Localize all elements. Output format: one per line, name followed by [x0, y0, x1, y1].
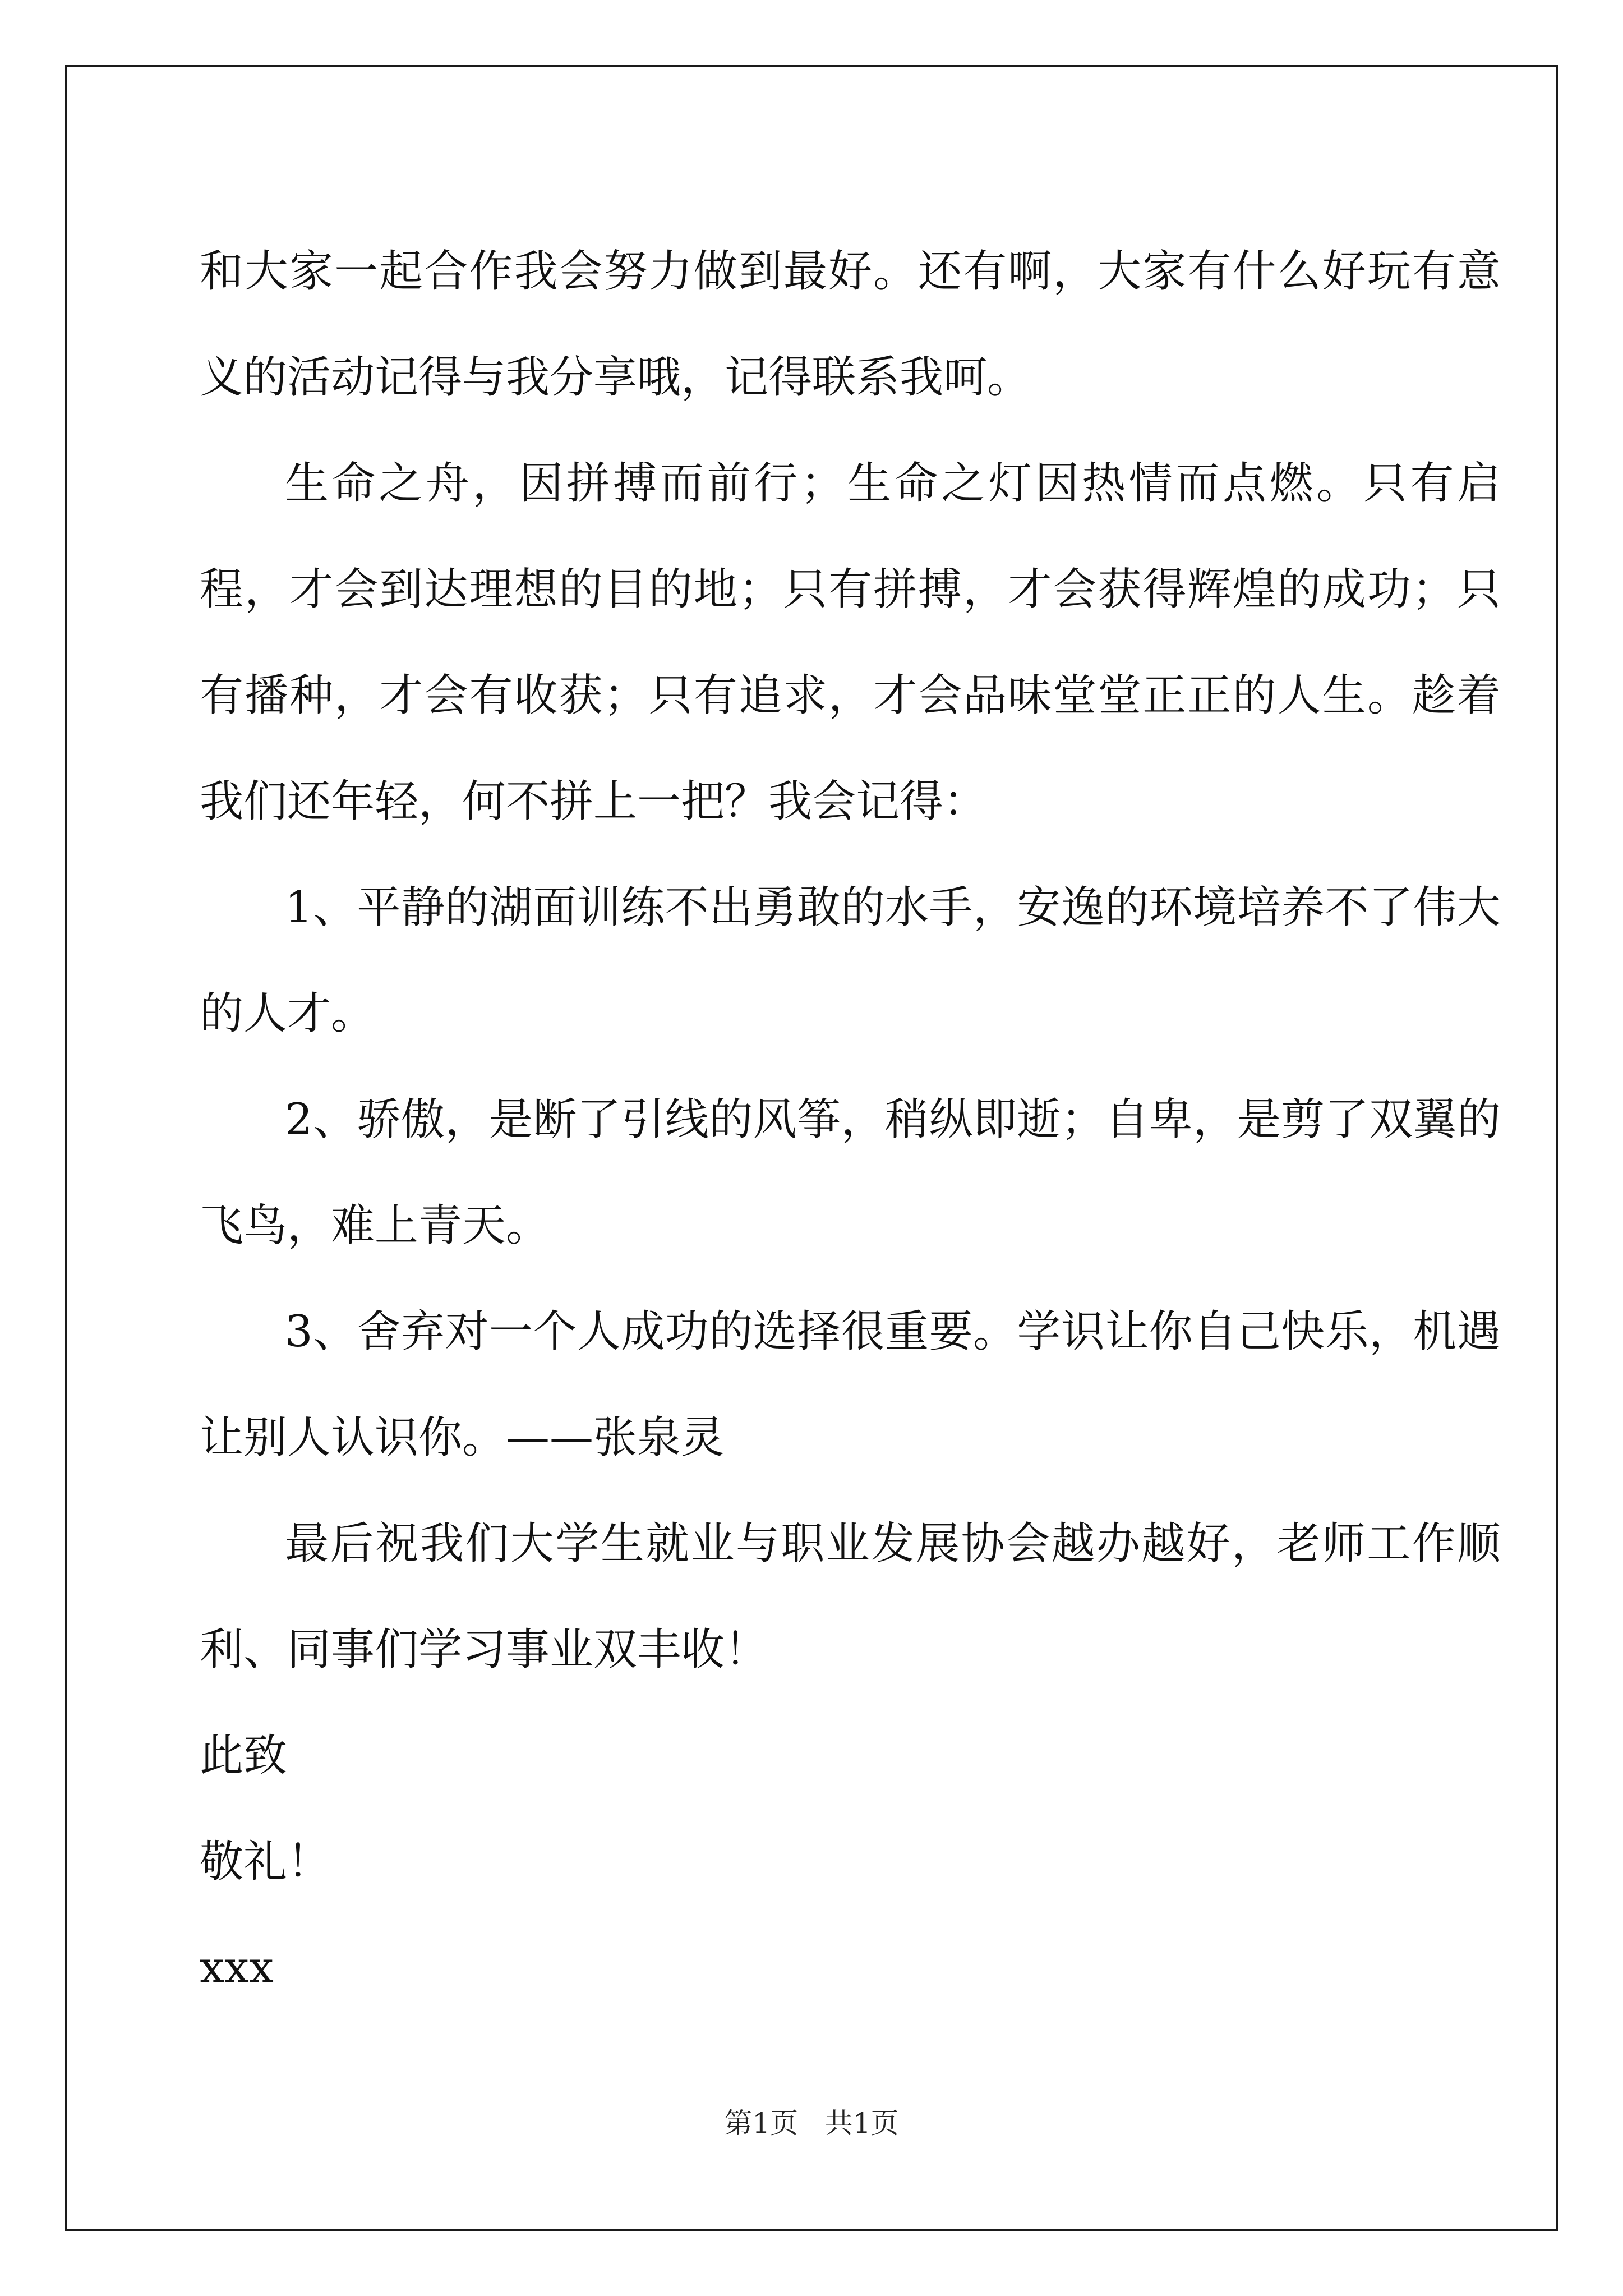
page-number-footer: 第1页 共1页	[724, 2107, 899, 2139]
paragraph-6: 最后祝我们大学生就业与职业发展协会越办越好，老师工作顺利、同事们学习事业双丰收！	[200, 1519, 1501, 1675]
paragraph-1: 和大家一起合作我会努力做到最好。还有啊，大家有什么好玩有意义的活动记得与我分享哦，记得联系我呵。	[200, 246, 1501, 403]
paragraph-5: 3、舍弃对一个人成功的选择很重要。学识让你自己快乐，机遇让别人认识你。——张泉灵	[200, 1306, 1501, 1463]
closing-line-1: 此致	[200, 1731, 288, 1781]
paragraph-4: 2、骄傲，是断了引线的风筝，稍纵即逝；自卑，是剪了双翼的飞鸟，难上青天。	[200, 1094, 1501, 1251]
paragraph-3: 1、平静的湖面训练不出勇敢的水手，安逸的环境培养不了伟大的人才。	[200, 882, 1501, 1039]
closing-line-2: 敬礼！	[200, 1837, 331, 1887]
paragraph-2: 生命之舟，因拼搏而前行；生命之灯因热情而点燃。只有启程，才会到达理想的目的地；只有拼搏，才会获得辉煌的成功；只有播种，才会有收获；只有追求，才会品味堂堂正正的人生。趁着我们还年轻，何不拼上一把？我会记得：	[200, 458, 1501, 827]
signature: xxx	[200, 1943, 274, 1993]
document-body	[200, 219, 1501, 2021]
